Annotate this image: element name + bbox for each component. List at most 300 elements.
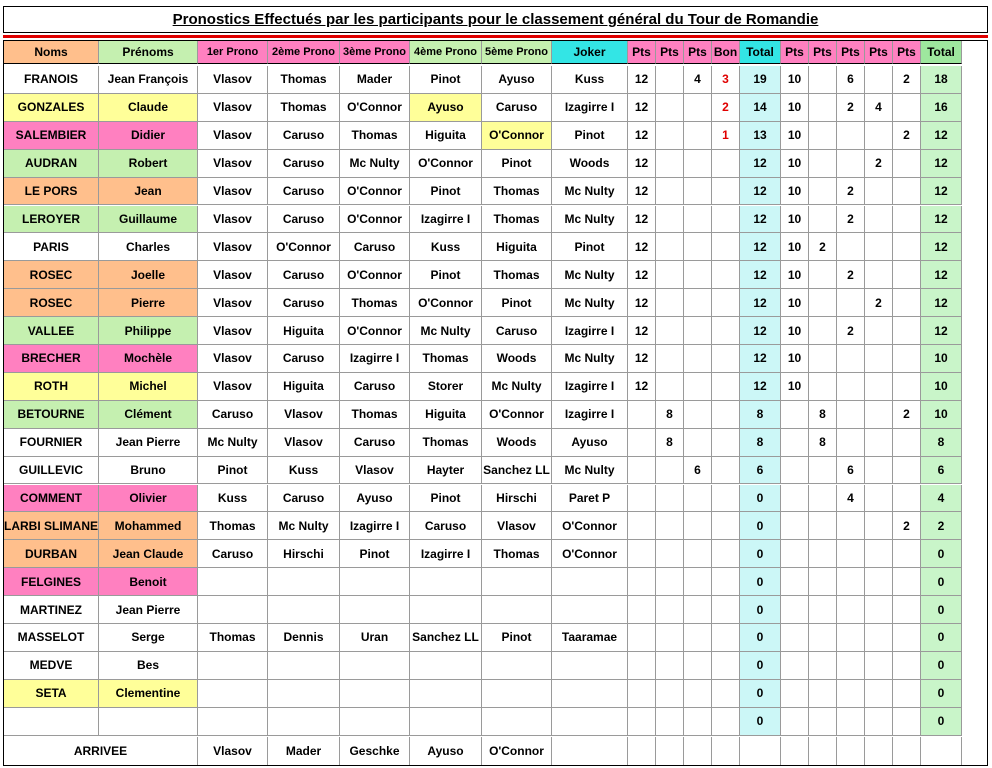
cell-prono[interactable]: O'Connor bbox=[340, 261, 410, 289]
cell-prono[interactable]: Vlasov bbox=[482, 512, 552, 540]
cell-prenom[interactable]: Serge bbox=[99, 624, 198, 652]
cell-pts2[interactable] bbox=[837, 652, 865, 680]
cell-pts2[interactable] bbox=[809, 150, 837, 178]
cell-pts2[interactable]: 6 bbox=[837, 457, 865, 485]
cell-pts2[interactable] bbox=[865, 261, 893, 289]
cell-nom[interactable]: SETA bbox=[4, 680, 99, 708]
arrivee-prono[interactable]: Ayuso bbox=[410, 737, 482, 766]
cell-prenom[interactable]: Claude bbox=[99, 94, 198, 122]
cell-pts2[interactable] bbox=[893, 568, 921, 596]
cell-total2[interactable]: 12 bbox=[921, 233, 962, 261]
cell-pts2[interactable] bbox=[865, 66, 893, 94]
cell-joker[interactable]: Izagirre I bbox=[552, 94, 628, 122]
cell-total2[interactable]: 12 bbox=[921, 289, 962, 317]
cell-total[interactable]: 0 bbox=[740, 568, 781, 596]
cell-pts[interactable]: 6 bbox=[684, 457, 712, 485]
cell-nom[interactable]: BRECHER bbox=[4, 345, 99, 373]
cell-total[interactable]: 12 bbox=[740, 206, 781, 234]
cell-total[interactable]: 8 bbox=[740, 429, 781, 457]
cell-total2[interactable]: 0 bbox=[921, 596, 962, 624]
cell-prenom[interactable]: Didier bbox=[99, 122, 198, 150]
cell-pts2[interactable] bbox=[837, 345, 865, 373]
cell-pts[interactable] bbox=[656, 652, 684, 680]
cell-pts2[interactable]: 10 bbox=[781, 345, 809, 373]
cell-pts[interactable] bbox=[684, 708, 712, 736]
cell-pts2[interactable] bbox=[809, 540, 837, 568]
cell-prono[interactable]: Vlasov bbox=[198, 233, 268, 261]
cell-prono[interactable]: Higuita bbox=[268, 373, 340, 401]
cell-prono[interactable]: O'Connor bbox=[340, 317, 410, 345]
cell-pts2[interactable] bbox=[865, 624, 893, 652]
cell-pts2[interactable] bbox=[865, 540, 893, 568]
cell-pts[interactable] bbox=[656, 596, 684, 624]
cell-prono[interactable]: Thomas bbox=[410, 345, 482, 373]
cell-prono[interactable] bbox=[410, 596, 482, 624]
cell-pts2[interactable] bbox=[893, 150, 921, 178]
cell-prono[interactable]: Kuss bbox=[198, 485, 268, 513]
cell-total[interactable]: 6 bbox=[740, 457, 781, 485]
header-cell[interactable]: Pts bbox=[656, 40, 684, 64]
cell-pts[interactable] bbox=[684, 178, 712, 206]
cell-prono[interactable]: Higuita bbox=[410, 401, 482, 429]
arrivee-empty[interactable] bbox=[628, 737, 656, 766]
cell-pts[interactable] bbox=[684, 485, 712, 513]
cell-pts[interactable] bbox=[684, 233, 712, 261]
cell-pts2[interactable] bbox=[893, 345, 921, 373]
cell-prono[interactable]: O'Connor bbox=[410, 289, 482, 317]
cell-pts2[interactable]: 2 bbox=[809, 233, 837, 261]
cell-prenom[interactable]: Clément bbox=[99, 401, 198, 429]
cell-pts[interactable] bbox=[684, 624, 712, 652]
cell-pts2[interactable] bbox=[865, 317, 893, 345]
cell-nom[interactable]: ROSEC bbox=[4, 261, 99, 289]
cell-prono[interactable]: Caruso bbox=[268, 261, 340, 289]
cell-pts2[interactable]: 10 bbox=[781, 150, 809, 178]
cell-joker[interactable]: Mc Nulty bbox=[552, 178, 628, 206]
cell-total2[interactable]: 18 bbox=[921, 66, 962, 94]
cell-prono[interactable]: Woods bbox=[482, 345, 552, 373]
cell-prono[interactable]: O'Connor bbox=[410, 150, 482, 178]
cell-pts2[interactable]: 10 bbox=[781, 66, 809, 94]
cell-pts2[interactable] bbox=[781, 568, 809, 596]
cell-pts2[interactable] bbox=[893, 178, 921, 206]
cell-pts2[interactable] bbox=[809, 122, 837, 150]
cell-pts[interactable] bbox=[628, 429, 656, 457]
cell-prono[interactable]: Storer bbox=[410, 373, 482, 401]
cell-joker[interactable]: Pinot bbox=[552, 122, 628, 150]
cell-total[interactable]: 0 bbox=[740, 540, 781, 568]
cell-prono[interactable]: Thomas bbox=[410, 429, 482, 457]
cell-pts[interactable] bbox=[656, 233, 684, 261]
cell-pts[interactable]: 12 bbox=[628, 178, 656, 206]
header-cell[interactable]: Pts bbox=[837, 40, 865, 64]
cell-bon[interactable] bbox=[712, 233, 740, 261]
cell-pts2[interactable] bbox=[781, 485, 809, 513]
cell-pts[interactable] bbox=[628, 708, 656, 736]
cell-bon[interactable] bbox=[712, 568, 740, 596]
cell-prenom[interactable]: Guillaume bbox=[99, 206, 198, 234]
cell-total2[interactable]: 16 bbox=[921, 94, 962, 122]
cell-pts[interactable] bbox=[684, 317, 712, 345]
cell-prono[interactable]: Pinot bbox=[198, 457, 268, 485]
cell-prono[interactable]: Pinot bbox=[410, 485, 482, 513]
cell-pts2[interactable] bbox=[809, 94, 837, 122]
cell-pts[interactable] bbox=[656, 206, 684, 234]
cell-prono[interactable]: Vlasov bbox=[198, 178, 268, 206]
cell-prono[interactable] bbox=[268, 596, 340, 624]
cell-prono[interactable]: Caruso bbox=[340, 233, 410, 261]
cell-pts[interactable] bbox=[656, 178, 684, 206]
cell-bon[interactable] bbox=[712, 178, 740, 206]
cell-nom[interactable]: GUILLEVIC bbox=[4, 457, 99, 485]
cell-prono[interactable] bbox=[482, 596, 552, 624]
cell-pts2[interactable] bbox=[893, 206, 921, 234]
cell-prono[interactable]: Caruso bbox=[268, 122, 340, 150]
cell-prono[interactable]: Mc Nulty bbox=[268, 512, 340, 540]
header-cell[interactable]: 4ème Prono bbox=[410, 40, 482, 64]
cell-nom[interactable]: LE PORS bbox=[4, 178, 99, 206]
cell-pts[interactable]: 4 bbox=[684, 66, 712, 94]
cell-pts2[interactable] bbox=[865, 401, 893, 429]
cell-pts2[interactable]: 10 bbox=[781, 206, 809, 234]
cell-prono[interactable]: Hirschi bbox=[482, 485, 552, 513]
cell-pts[interactable] bbox=[628, 540, 656, 568]
cell-pts2[interactable] bbox=[893, 540, 921, 568]
arrivee-prono[interactable]: Geschke bbox=[340, 737, 410, 766]
cell-total[interactable]: 12 bbox=[740, 178, 781, 206]
cell-pts[interactable] bbox=[684, 122, 712, 150]
cell-prono[interactable]: O'Connor bbox=[340, 206, 410, 234]
cell-prono[interactable]: Caruso bbox=[268, 206, 340, 234]
cell-pts2[interactable] bbox=[837, 233, 865, 261]
cell-joker[interactable]: Mc Nulty bbox=[552, 457, 628, 485]
cell-bon[interactable] bbox=[712, 596, 740, 624]
cell-pts2[interactable] bbox=[781, 512, 809, 540]
cell-total2[interactable]: 0 bbox=[921, 708, 962, 736]
header-cell[interactable]: Pts bbox=[893, 40, 921, 64]
cell-total2[interactable]: 12 bbox=[921, 178, 962, 206]
cell-pts[interactable] bbox=[628, 568, 656, 596]
cell-pts2[interactable] bbox=[893, 680, 921, 708]
cell-prono[interactable]: Vlasov bbox=[198, 317, 268, 345]
cell-pts2[interactable] bbox=[809, 66, 837, 94]
cell-pts2[interactable] bbox=[809, 624, 837, 652]
cell-prono[interactable] bbox=[410, 708, 482, 736]
header-cell[interactable]: Total bbox=[921, 40, 962, 64]
cell-pts2[interactable] bbox=[781, 457, 809, 485]
cell-pts2[interactable]: 2 bbox=[893, 66, 921, 94]
cell-pts2[interactable] bbox=[893, 708, 921, 736]
cell-prenom[interactable]: Mohammed bbox=[99, 512, 198, 540]
cell-prono[interactable]: Caruso bbox=[198, 401, 268, 429]
cell-pts2[interactable] bbox=[781, 708, 809, 736]
cell-pts[interactable] bbox=[684, 596, 712, 624]
cell-pts2[interactable]: 4 bbox=[837, 485, 865, 513]
cell-prono[interactable]: Higuita bbox=[482, 233, 552, 261]
cell-total[interactable]: 12 bbox=[740, 317, 781, 345]
cell-pts[interactable] bbox=[684, 429, 712, 457]
cell-total2[interactable]: 4 bbox=[921, 485, 962, 513]
cell-total2[interactable]: 10 bbox=[921, 345, 962, 373]
cell-prono[interactable]: Vlasov bbox=[198, 289, 268, 317]
cell-pts2[interactable]: 10 bbox=[781, 317, 809, 345]
cell-prono[interactable]: O'Connor bbox=[340, 94, 410, 122]
cell-pts2[interactable] bbox=[893, 624, 921, 652]
cell-pts2[interactable] bbox=[893, 261, 921, 289]
cell-pts2[interactable] bbox=[865, 122, 893, 150]
cell-prono[interactable]: Higuita bbox=[410, 122, 482, 150]
cell-pts[interactable] bbox=[628, 457, 656, 485]
cell-total2[interactable]: 0 bbox=[921, 624, 962, 652]
cell-pts[interactable]: 8 bbox=[656, 429, 684, 457]
cell-pts[interactable]: 12 bbox=[628, 373, 656, 401]
arrivee-label[interactable]: ARRIVEE bbox=[4, 737, 198, 766]
cell-prono[interactable] bbox=[340, 596, 410, 624]
cell-nom[interactable] bbox=[4, 708, 99, 736]
cell-pts[interactable]: 12 bbox=[628, 150, 656, 178]
cell-prono[interactable]: Sanchez LL bbox=[482, 457, 552, 485]
cell-total2[interactable]: 12 bbox=[921, 261, 962, 289]
cell-prono[interactable]: O'Connor bbox=[482, 122, 552, 150]
cell-total[interactable]: 0 bbox=[740, 596, 781, 624]
cell-pts2[interactable] bbox=[893, 429, 921, 457]
cell-prono[interactable]: Thomas bbox=[268, 66, 340, 94]
cell-prono[interactable]: Vlasov bbox=[198, 206, 268, 234]
cell-prono[interactable]: O'Connor bbox=[268, 233, 340, 261]
cell-total2[interactable]: 10 bbox=[921, 373, 962, 401]
cell-bon[interactable] bbox=[712, 317, 740, 345]
cell-prono[interactable]: Hayter bbox=[410, 457, 482, 485]
cell-pts[interactable] bbox=[656, 568, 684, 596]
cell-prono[interactable] bbox=[482, 568, 552, 596]
cell-prono[interactable] bbox=[410, 652, 482, 680]
cell-total2[interactable]: 12 bbox=[921, 122, 962, 150]
cell-pts2[interactable] bbox=[837, 150, 865, 178]
cell-prono[interactable]: Vlasov bbox=[198, 94, 268, 122]
cell-pts[interactable] bbox=[684, 512, 712, 540]
arrivee-empty[interactable] bbox=[865, 737, 893, 766]
cell-pts[interactable] bbox=[684, 652, 712, 680]
cell-prono[interactable] bbox=[268, 652, 340, 680]
cell-joker[interactable]: Izagirre I bbox=[552, 317, 628, 345]
cell-pts2[interactable]: 10 bbox=[781, 94, 809, 122]
cell-pts2[interactable] bbox=[865, 512, 893, 540]
cell-pts[interactable]: 12 bbox=[628, 317, 656, 345]
cell-pts2[interactable] bbox=[865, 233, 893, 261]
cell-prenom[interactable]: Jean bbox=[99, 178, 198, 206]
cell-pts2[interactable] bbox=[781, 624, 809, 652]
cell-pts[interactable] bbox=[628, 485, 656, 513]
cell-pts2[interactable] bbox=[893, 233, 921, 261]
cell-total[interactable]: 0 bbox=[740, 512, 781, 540]
arrivee-empty[interactable] bbox=[712, 737, 740, 766]
cell-prono[interactable]: Caruso bbox=[340, 429, 410, 457]
cell-prono[interactable] bbox=[410, 568, 482, 596]
cell-total[interactable]: 12 bbox=[740, 261, 781, 289]
cell-prenom[interactable]: Charles bbox=[99, 233, 198, 261]
cell-pts2[interactable] bbox=[865, 708, 893, 736]
cell-prono[interactable]: Dennis bbox=[268, 624, 340, 652]
cell-pts[interactable]: 8 bbox=[656, 401, 684, 429]
cell-prono[interactable]: Pinot bbox=[482, 624, 552, 652]
cell-pts[interactable]: 12 bbox=[628, 206, 656, 234]
cell-prono[interactable]: O'Connor bbox=[482, 401, 552, 429]
cell-pts2[interactable] bbox=[837, 568, 865, 596]
cell-pts[interactable] bbox=[684, 373, 712, 401]
cell-pts2[interactable]: 10 bbox=[781, 233, 809, 261]
header-cell[interactable]: Bon bbox=[712, 40, 740, 64]
cell-prono[interactable]: Izagirre I bbox=[340, 345, 410, 373]
cell-pts[interactable] bbox=[684, 94, 712, 122]
cell-prono[interactable] bbox=[410, 680, 482, 708]
cell-pts2[interactable] bbox=[809, 457, 837, 485]
cell-prono[interactable]: Caruso bbox=[268, 150, 340, 178]
cell-bon[interactable] bbox=[712, 373, 740, 401]
cell-total[interactable]: 0 bbox=[740, 708, 781, 736]
cell-joker[interactable] bbox=[552, 652, 628, 680]
cell-prono[interactable]: Mc Nulty bbox=[340, 150, 410, 178]
cell-bon[interactable]: 2 bbox=[712, 94, 740, 122]
cell-pts2[interactable] bbox=[837, 540, 865, 568]
cell-nom[interactable]: AUDRAN bbox=[4, 150, 99, 178]
cell-pts2[interactable] bbox=[837, 122, 865, 150]
cell-prenom[interactable]: Joelle bbox=[99, 261, 198, 289]
cell-nom[interactable]: SALEMBIER bbox=[4, 122, 99, 150]
cell-prono[interactable]: Mc Nulty bbox=[482, 373, 552, 401]
cell-pts2[interactable] bbox=[837, 680, 865, 708]
cell-pts2[interactable] bbox=[865, 457, 893, 485]
header-cell[interactable]: Pts bbox=[865, 40, 893, 64]
cell-total[interactable]: 12 bbox=[740, 150, 781, 178]
cell-prono[interactable]: Ayuso bbox=[410, 94, 482, 122]
cell-pts2[interactable] bbox=[781, 401, 809, 429]
header-cell[interactable]: 1er Prono bbox=[198, 40, 268, 64]
header-cell[interactable]: 3ème Prono bbox=[340, 40, 410, 64]
cell-pts2[interactable]: 4 bbox=[865, 94, 893, 122]
cell-pts2[interactable] bbox=[893, 317, 921, 345]
cell-prono[interactable]: Vlasov bbox=[340, 457, 410, 485]
cell-pts2[interactable]: 10 bbox=[781, 373, 809, 401]
cell-prono[interactable]: Thomas bbox=[340, 401, 410, 429]
cell-bon[interactable] bbox=[712, 401, 740, 429]
cell-prono[interactable] bbox=[198, 568, 268, 596]
cell-pts2[interactable] bbox=[781, 680, 809, 708]
cell-prono[interactable]: Caruso bbox=[198, 540, 268, 568]
cell-total2[interactable]: 0 bbox=[921, 652, 962, 680]
cell-prono[interactable] bbox=[482, 708, 552, 736]
cell-prono[interactable] bbox=[198, 680, 268, 708]
cell-pts[interactable] bbox=[656, 317, 684, 345]
cell-prenom[interactable]: Olivier bbox=[99, 485, 198, 513]
cell-total2[interactable]: 0 bbox=[921, 568, 962, 596]
cell-pts[interactable]: 12 bbox=[628, 66, 656, 94]
cell-prono[interactable] bbox=[268, 568, 340, 596]
cell-prenom[interactable]: Jean François bbox=[99, 66, 198, 94]
cell-pts2[interactable] bbox=[809, 568, 837, 596]
cell-pts[interactable] bbox=[628, 596, 656, 624]
cell-prono[interactable]: Mc Nulty bbox=[198, 429, 268, 457]
cell-total2[interactable]: 6 bbox=[921, 457, 962, 485]
cell-total2[interactable]: 10 bbox=[921, 401, 962, 429]
cell-joker[interactable] bbox=[552, 708, 628, 736]
cell-nom[interactable]: MEDVE bbox=[4, 652, 99, 680]
cell-pts2[interactable]: 10 bbox=[781, 261, 809, 289]
cell-prono[interactable]: Caruso bbox=[340, 373, 410, 401]
cell-prono[interactable] bbox=[482, 680, 552, 708]
cell-pts2[interactable] bbox=[893, 457, 921, 485]
cell-prenom[interactable]: Michel bbox=[99, 373, 198, 401]
cell-prono[interactable]: Thomas bbox=[482, 261, 552, 289]
cell-pts2[interactable] bbox=[865, 596, 893, 624]
header-cell[interactable]: Prénoms bbox=[99, 40, 198, 64]
cell-pts2[interactable] bbox=[893, 485, 921, 513]
cell-pts2[interactable] bbox=[837, 596, 865, 624]
cell-prono[interactable]: Pinot bbox=[340, 540, 410, 568]
cell-prono[interactable]: Thomas bbox=[482, 206, 552, 234]
cell-total2[interactable]: 12 bbox=[921, 150, 962, 178]
cell-bon[interactable] bbox=[712, 540, 740, 568]
cell-prono[interactable]: Sanchez LL bbox=[410, 624, 482, 652]
cell-prenom[interactable]: Robert bbox=[99, 150, 198, 178]
cell-prono[interactable]: Izagirre I bbox=[410, 540, 482, 568]
cell-pts[interactable]: 12 bbox=[628, 261, 656, 289]
cell-prenom[interactable]: Mochèle bbox=[99, 345, 198, 373]
cell-total[interactable]: 12 bbox=[740, 345, 781, 373]
cell-nom[interactable]: BETOURNE bbox=[4, 401, 99, 429]
arrivee-empty[interactable] bbox=[656, 737, 684, 766]
cell-prenom[interactable]: Clementine bbox=[99, 680, 198, 708]
cell-pts[interactable] bbox=[656, 485, 684, 513]
cell-pts[interactable] bbox=[656, 122, 684, 150]
cell-prono[interactable]: Vlasov bbox=[198, 373, 268, 401]
cell-pts2[interactable] bbox=[865, 568, 893, 596]
cell-pts[interactable] bbox=[684, 680, 712, 708]
cell-nom[interactable]: MARTINEZ bbox=[4, 596, 99, 624]
cell-prono[interactable]: Pinot bbox=[410, 261, 482, 289]
cell-prono[interactable]: Caruso bbox=[410, 512, 482, 540]
cell-pts2[interactable]: 2 bbox=[865, 289, 893, 317]
header-cell[interactable]: Pts bbox=[684, 40, 712, 64]
cell-pts[interactable] bbox=[684, 540, 712, 568]
cell-pts2[interactable]: 6 bbox=[837, 66, 865, 94]
cell-total[interactable]: 12 bbox=[740, 233, 781, 261]
cell-prono[interactable]: Izagirre I bbox=[340, 512, 410, 540]
cell-pts2[interactable] bbox=[809, 708, 837, 736]
cell-pts[interactable] bbox=[684, 401, 712, 429]
cell-pts2[interactable] bbox=[837, 624, 865, 652]
cell-nom[interactable]: VALLEE bbox=[4, 317, 99, 345]
cell-prenom[interactable]: Pierre bbox=[99, 289, 198, 317]
header-cell[interactable]: Pts bbox=[809, 40, 837, 64]
cell-bon[interactable] bbox=[712, 457, 740, 485]
cell-bon[interactable] bbox=[712, 206, 740, 234]
header-cell[interactable]: Pts bbox=[628, 40, 656, 64]
cell-pts2[interactable] bbox=[837, 289, 865, 317]
cell-bon[interactable] bbox=[712, 652, 740, 680]
cell-total2[interactable]: 12 bbox=[921, 317, 962, 345]
cell-pts[interactable] bbox=[684, 568, 712, 596]
cell-prono[interactable] bbox=[198, 596, 268, 624]
cell-prono[interactable]: Caruso bbox=[268, 345, 340, 373]
cell-prono[interactable] bbox=[268, 708, 340, 736]
cell-prono[interactable]: Woods bbox=[482, 429, 552, 457]
cell-prono[interactable]: Mader bbox=[340, 66, 410, 94]
cell-prono[interactable]: Vlasov bbox=[268, 401, 340, 429]
cell-bon[interactable] bbox=[712, 345, 740, 373]
cell-pts[interactable] bbox=[628, 624, 656, 652]
header-cell[interactable]: Total bbox=[740, 40, 781, 64]
cell-pts2[interactable] bbox=[781, 540, 809, 568]
